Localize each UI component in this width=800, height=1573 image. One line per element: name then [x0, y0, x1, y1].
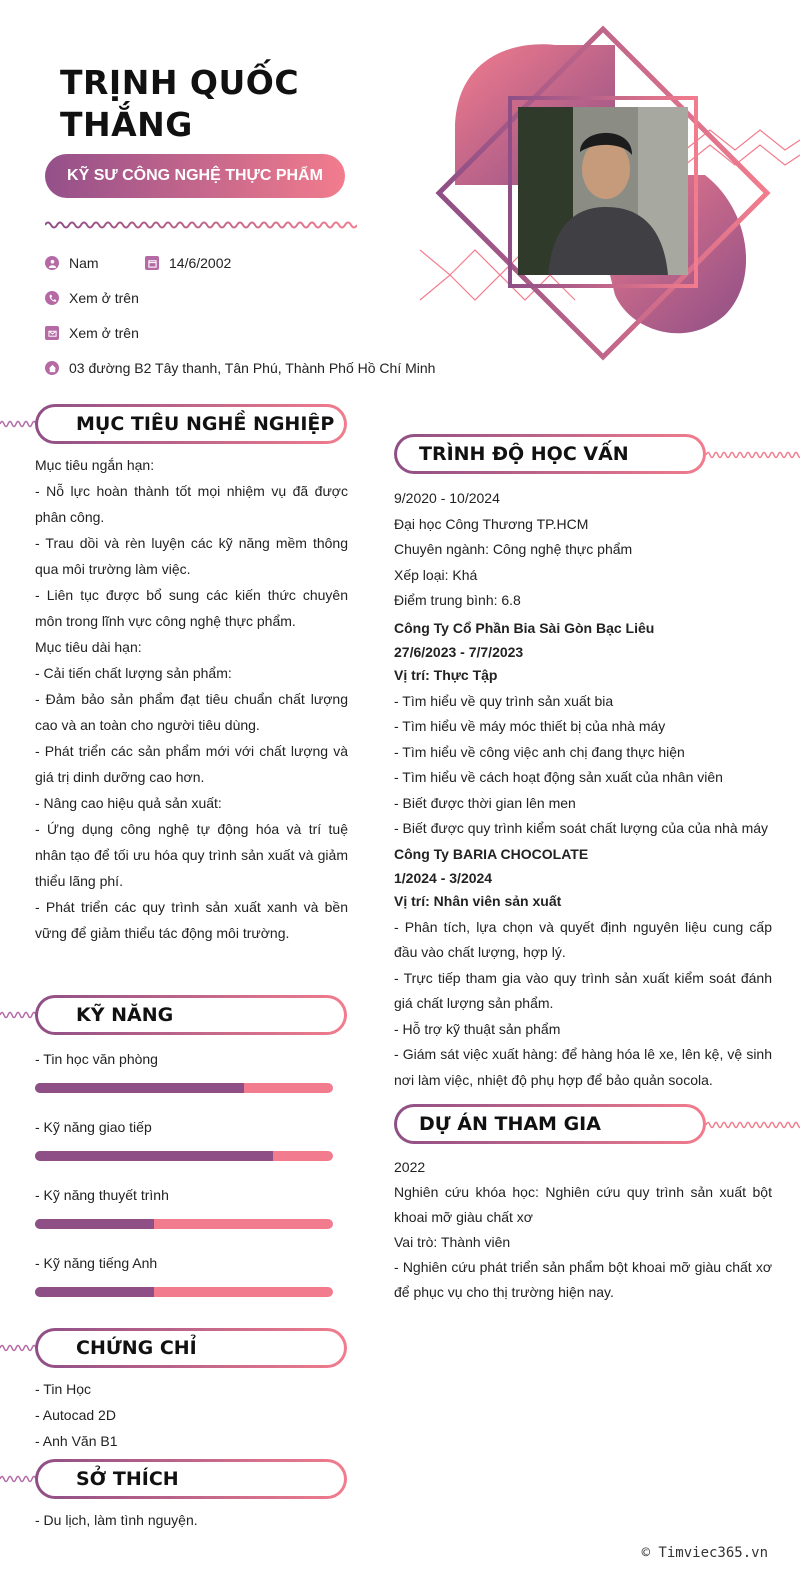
skills-header	[35, 995, 347, 1035]
projects-details	[394, 1155, 772, 1305]
candidate-name: TRỊNH QUỐC THẮNG	[60, 63, 300, 144]
birthdate-value: 14/6/2002	[169, 255, 232, 271]
job-company: Công Ty Cổ Phần Bia Sài Gòn Bạc Liêu	[394, 619, 655, 636]
job-task: - Biết được thời gian lên men	[394, 794, 576, 811]
calendar-icon	[145, 256, 159, 270]
home-icon	[45, 361, 59, 375]
objective-line: - Cải tiến chất lượng sản phẩm:	[35, 665, 232, 681]
project-role: Vai trò: Thành viên	[394, 1234, 511, 1250]
hobbies-list	[35, 1507, 348, 1533]
section-squiggle	[0, 418, 40, 430]
job-position: Vị trí: Thực Tập	[394, 667, 498, 683]
birthdate-row	[145, 255, 231, 271]
phone-row	[45, 290, 139, 306]
job-task: - Trực tiếp tham gia vào quy trình sản xuất kiểm soát đánh giá chất lượng sản phẩm.	[394, 969, 772, 1011]
skill-bar	[35, 1083, 333, 1093]
section-squiggle	[0, 1473, 40, 1485]
job-task: - Tìm hiểu về công việc anh chị đang thực hiện	[394, 743, 685, 760]
education-gpa: Điểm trung bình: 6.8	[394, 592, 521, 608]
person-icon	[45, 256, 59, 270]
objective-line: - Phát triển các sản phẩm mới với chất lượng và giá trị dinh dưỡng cao hơn.	[35, 743, 348, 785]
objective-header	[35, 404, 347, 444]
skill-bar-fill	[35, 1083, 244, 1093]
skill-label: - Tin học văn phòng	[35, 1051, 158, 1067]
objective-line: Mục tiêu dài hạn:	[35, 639, 142, 655]
skill-label: - Kỹ năng tiếng Anh	[35, 1255, 158, 1271]
skill-bar	[35, 1219, 333, 1229]
education-rank: Xếp loại: Khá	[394, 566, 478, 583]
certificates-heading: CHỨNG CHỈ	[76, 1337, 197, 1359]
section-squiggle	[0, 1009, 40, 1021]
email-row	[45, 325, 139, 341]
project-desc: - Nghiên cứu phát triển sản phẩm bột khoai mỡ giàu chất xơ để phục vụ cho thị trường hiện nay.	[394, 1259, 772, 1300]
objective-line: - Nỗ lực hoàn thành tốt mọi nhiệm vụ đã được phân công.	[35, 483, 348, 525]
mail-icon	[45, 326, 59, 340]
job-task: - Tìm hiểu về máy móc thiết bị của nhà máy	[394, 718, 666, 734]
watermark: © Timviec365.vn	[641, 1545, 768, 1561]
email-value: Xem ở trên	[69, 325, 139, 341]
phone-icon	[45, 291, 59, 305]
certificate-item: - Anh Văn B1	[35, 1433, 118, 1449]
job-task: - Biết được quy trình kiểm soát chất lượng của của nhà máy	[394, 820, 769, 836]
wavy-divider	[45, 219, 357, 231]
hobby-item: - Du lịch, làm tình nguyện.	[35, 1512, 198, 1528]
objective-line: Mục tiêu ngắn hạn:	[35, 457, 155, 473]
skill-bar-fill	[35, 1287, 154, 1297]
hobbies-heading: SỞ THÍCH	[76, 1468, 179, 1490]
projects-heading: DỰ ÁN THAM GIA	[419, 1113, 601, 1135]
certificates-header	[35, 1328, 347, 1368]
objective-line: - Đảm bảo sản phẩm đạt tiêu chuẩn chất lượng cao và an toàn cho người tiêu dùng.	[35, 691, 348, 733]
job-position: Vị trí: Nhân viên sản xuất	[394, 893, 562, 909]
job-task: - Tìm hiểu về quy trình sản xuất bia	[394, 692, 614, 709]
section-squiggle	[0, 1342, 40, 1354]
education-period: 9/2020 - 10/2024	[394, 490, 500, 506]
job-period: 27/6/2023 - 7/7/2023	[394, 644, 524, 660]
skill-bar	[35, 1151, 333, 1161]
job-task: - Giám sát việc xuất hàng: để hàng hóa lê xe, lên kệ, vệ sinh nơi làm việc, nhiệt độ phụ hợp để bảo quản socola.	[394, 1046, 772, 1088]
job-company: Công Ty BARIA CHOCOLATE	[394, 845, 589, 862]
project-name: Nghiên cứu khóa học: Nghiên cứu quy trình sản xuất bột khoai mỡ giàu chất xơ	[394, 1184, 772, 1225]
skill-bar-fill	[35, 1151, 273, 1161]
certificates-list	[35, 1376, 348, 1454]
certificate-item: - Tin Học	[35, 1381, 92, 1397]
job-task: - Phân tích, lựa chọn và quyết định nguyên liệu cung cấp đầu vào chất lượng, hợp lý.	[394, 918, 772, 960]
address-row	[45, 360, 435, 376]
education-details	[394, 486, 772, 1093]
job-title-badge: KỸ SƯ CÔNG NGHỆ THỰC PHẨM	[45, 154, 345, 198]
skills-heading: KỸ NĂNG	[76, 1004, 174, 1026]
job-task: - Hỗ trợ kỹ thuật sản phẩm	[394, 1020, 561, 1037]
education-major: Chuyên ngành: Công nghệ thực phẩm	[394, 541, 633, 557]
job-task: - Tìm hiểu về cách hoạt động sản xuất của nhân viên	[394, 769, 723, 785]
objective-line: - Ứng dụng công nghệ tự động hóa và trí tuệ nhân tạo để tối ưu hóa quy trình sản xuất và giảm thiểu lãng phí.	[35, 821, 348, 889]
phone-value: Xem ở trên	[69, 290, 139, 306]
skill-bar-fill	[35, 1219, 154, 1229]
project-year: 2022	[394, 1159, 426, 1175]
avatar	[518, 107, 688, 275]
job-period: 1/2024 - 3/2024	[394, 870, 493, 886]
gender-row	[45, 255, 99, 271]
skill-label: - Kỹ năng thuyết trình	[35, 1187, 169, 1203]
objective-text	[35, 452, 348, 946]
education-header	[394, 434, 706, 474]
objective-line: - Phát triển các quy trình sản xuất xanh và bền vững để giảm thiểu tác động môi trường.	[35, 899, 348, 941]
hobbies-header	[35, 1459, 347, 1499]
section-squiggle	[706, 1119, 800, 1131]
section-squiggle	[706, 449, 800, 461]
objective-line: - Liên tục được bổ sung các kiến thức chuyên môn trong lĩnh vực công nghệ thực phẩm.	[35, 587, 348, 629]
education-heading: TRÌNH ĐỘ HỌC VẤN	[419, 443, 629, 465]
gender-value: Nam	[69, 255, 99, 271]
education-school: Đại học Công Thương TP.HCM	[394, 515, 589, 532]
objective-line: - Nâng cao hiệu quả sản xuất:	[35, 795, 222, 811]
skill-bar	[35, 1287, 333, 1297]
address-value: 03 đường B2 Tây thanh, Tân Phú, Thành Phố Hồ Chí Minh	[69, 360, 436, 376]
projects-header	[394, 1104, 706, 1144]
objective-heading: MỤC TIÊU NGHỀ NGHIỆP	[76, 413, 335, 435]
certificate-item: - Autocad 2D	[35, 1407, 116, 1423]
objective-line: - Trau dồi và rèn luyện các kỹ năng mềm thông qua môi trường làm việc.	[35, 535, 348, 577]
skill-label: - Kỹ năng giao tiếp	[35, 1119, 152, 1135]
